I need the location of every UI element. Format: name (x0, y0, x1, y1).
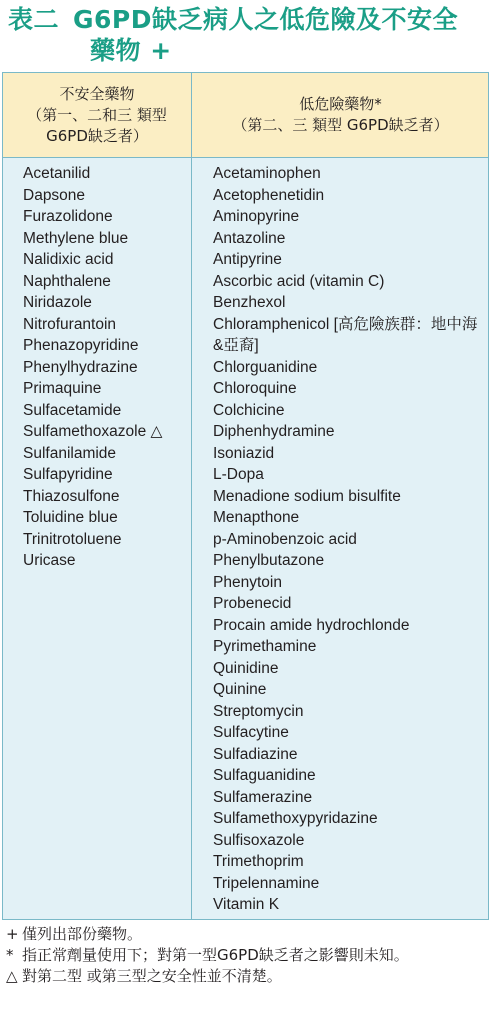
unsafe-drug-item: Nalidixic acid (23, 251, 114, 268)
unsafe-drug-item: Sulfamethoxazole △ (23, 423, 163, 440)
footnote (6, 945, 488, 966)
header-low-risk-line-2: （第二、三 類型 G6PD缺乏者） (232, 116, 449, 134)
footnote (6, 924, 488, 945)
unsafe-drug-list (23, 163, 189, 572)
low-risk-drug-item: Aminopyrine (213, 208, 300, 225)
footnote-mark: △ (6, 967, 18, 985)
unsafe-drug-item: Phenylhydrazine (23, 358, 138, 376)
title-line-1: G6PD缺乏病人之低危險及不安全 (73, 5, 459, 34)
table-number: 表二 (8, 5, 60, 34)
drug-table (2, 72, 489, 920)
unsafe-drug-item: Thiazosulfone (23, 487, 120, 505)
footnote-mark: * (6, 946, 14, 964)
header-unsafe-line-2: （第一、二和三 類型 (27, 105, 167, 124)
low-risk-drug-item: Tripelennamine (213, 874, 320, 892)
low-risk-drug-list (213, 163, 483, 916)
footnote-text: 對第二型 或第三型之安全性並不清楚。 (22, 967, 282, 985)
header-low-risk-line-1: 低危險藥物* (299, 95, 382, 113)
low-risk-drug-item: Chlorguanidine (213, 358, 318, 376)
unsafe-drug-item: Niridazole (23, 294, 92, 311)
low-risk-drug-item: Sulfisoxazole (213, 831, 305, 849)
low-risk-drug-item: Antazoline (213, 229, 286, 247)
low-risk-drug-item: Sulfadiazine (213, 745, 298, 763)
unsafe-drug-item: Acetanilid (23, 165, 91, 182)
footnote-text: 指正常劑量使用下；對第一型G6PD缺乏者之影響則未知。 (22, 946, 409, 964)
unsafe-drug-item: Furazolidone (23, 208, 113, 225)
unsafe-drug-item: Methylene blue (23, 229, 129, 247)
unsafe-drug-item: Nitrofurantoin (23, 315, 117, 333)
low-risk-drug-item: Benzhexol (213, 294, 286, 311)
title-line-2: 藥物 + (90, 36, 172, 65)
unsafe-drug-item: Dapsone (23, 186, 86, 204)
low-risk-drug-item: Menapthone (213, 509, 300, 526)
header-low-risk-drugs (193, 73, 488, 157)
low-risk-drug-item: Probenecid (213, 595, 292, 612)
footnote-text: 僅列出部份藥物。 (22, 925, 143, 943)
column-divider (191, 73, 192, 919)
low-risk-drug-item: Ascorbic acid (vitamin C) (213, 272, 385, 290)
low-risk-drug-item: Sulfaguanidine (213, 767, 316, 784)
low-risk-drug-item: Procain amide hydrochlonde (213, 616, 410, 634)
low-risk-drug-item: Diphenhydramine (213, 423, 335, 440)
unsafe-drug-item: Toluidine blue (23, 509, 118, 526)
low-risk-drug-item: Quinine (213, 681, 267, 698)
low-risk-drug-item: Trimethoprim (213, 853, 304, 870)
low-risk-drug-item: Vitamin K (213, 896, 280, 913)
low-risk-drug-item: Quinidine (213, 659, 279, 677)
unsafe-drug-item: Primaquine (23, 380, 102, 397)
unsafe-drug-item: Sulfacetamide (23, 401, 122, 419)
header-unsafe-line-1: 不安全藥物 (59, 84, 135, 103)
low-risk-drug-item: Sulfamethoxypyridazine (213, 810, 378, 827)
low-risk-drug-item: Menadione sodium bisulfite (213, 487, 401, 505)
footnote (6, 966, 488, 987)
low-risk-drug-item: Antipyrine (213, 251, 282, 268)
low-risk-drug-item: Acetophenetidin (213, 186, 325, 204)
low-risk-drug-item: Chloroquine (213, 380, 297, 397)
low-risk-drug-item: L-Dopa (213, 466, 264, 483)
low-risk-drug-item: Phenylbutazone (213, 552, 325, 569)
header-unsafe-drugs (3, 73, 191, 157)
unsafe-drug-item: Sulfanilamide (23, 444, 117, 462)
low-risk-drug-item: Sulfamerazine (213, 788, 313, 806)
unsafe-drug-item: Sulfapyridine (23, 466, 113, 483)
footnotes (6, 924, 488, 987)
low-risk-drug-item: Streptomycin (213, 702, 304, 720)
low-risk-drug-item: Acetaminophen (213, 165, 321, 182)
unsafe-drug-item: Phenazopyridine (23, 337, 139, 354)
low-risk-drug-item: Isoniazid (213, 444, 275, 462)
low-risk-drug-item: Sulfacytine (213, 724, 289, 741)
low-risk-drug-item: Pyrimethamine (213, 638, 317, 655)
low-risk-drug-item: Phenytoin (213, 573, 282, 591)
table-title (8, 4, 488, 66)
unsafe-drug-item: Trinitrotoluene (23, 530, 122, 548)
low-risk-drug-item: p-Aminobenzoic acid (213, 530, 357, 548)
unsafe-drug-item: Uricase (23, 552, 76, 569)
low-risk-drug-item: Chloramphenicol [高危險族群：地中海&亞裔] (213, 315, 478, 354)
low-risk-drug-item: Colchicine (213, 401, 285, 419)
footnote-mark: + (6, 925, 19, 943)
unsafe-drug-item: Naphthalene (23, 272, 111, 290)
header-unsafe-line-3: G6PD缺乏者） (46, 126, 148, 145)
